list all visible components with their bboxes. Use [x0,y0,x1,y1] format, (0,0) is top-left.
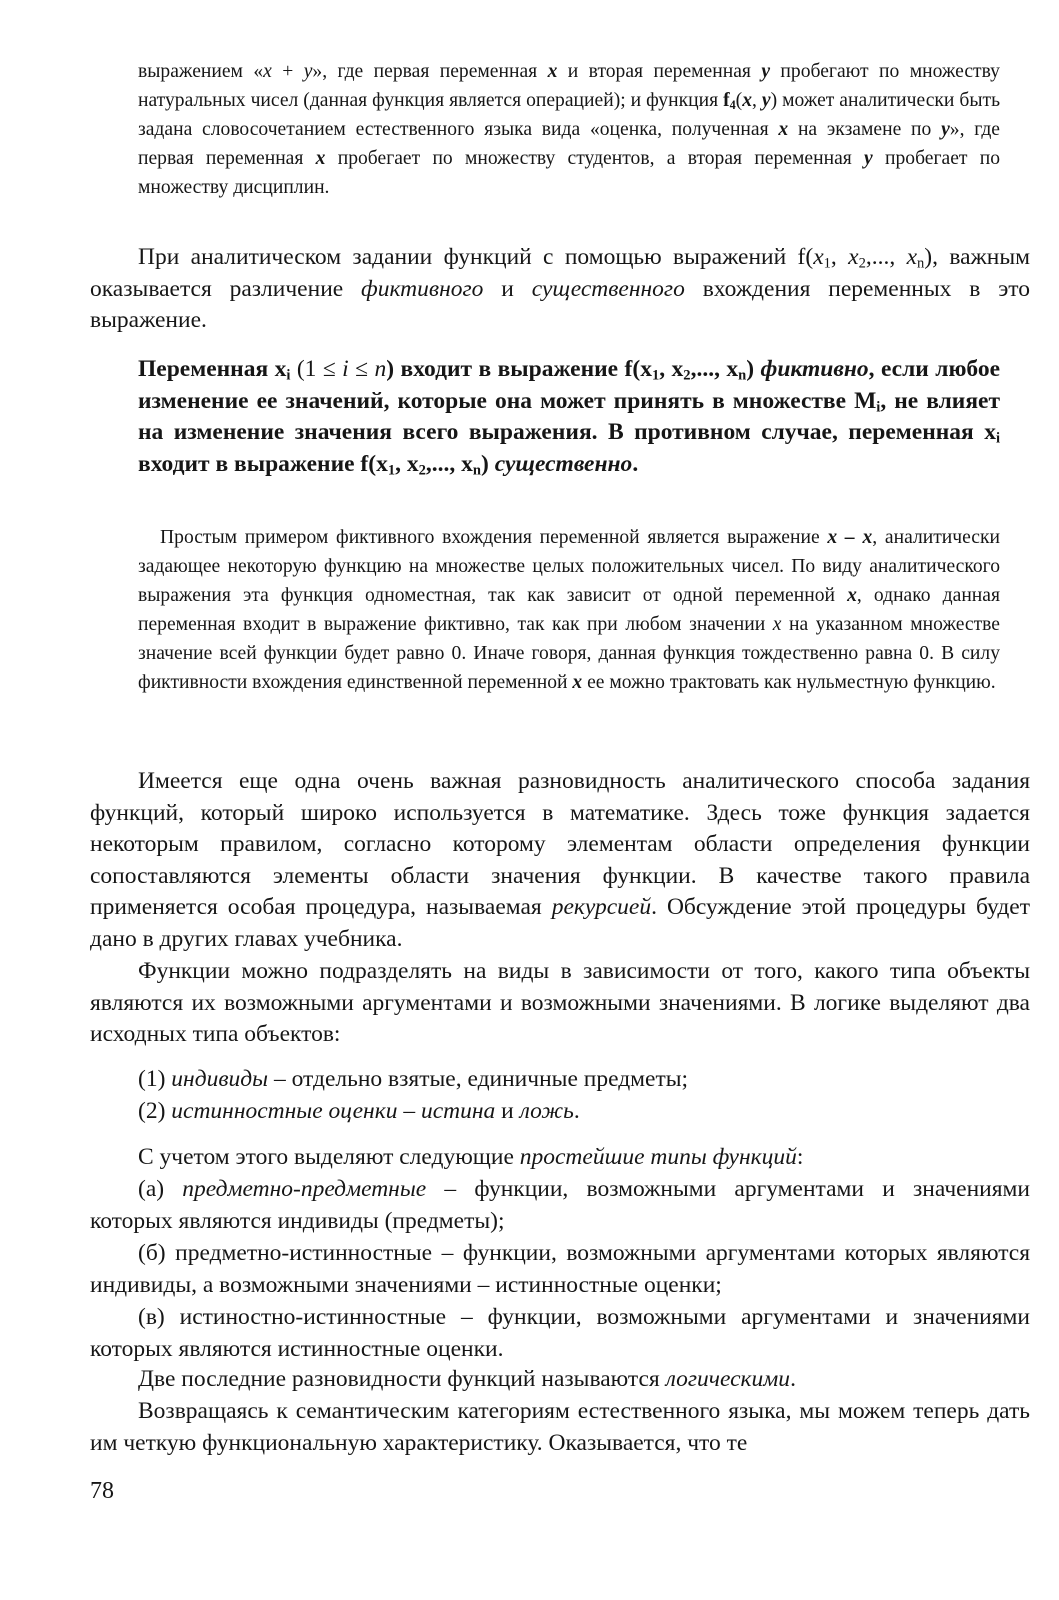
paragraph-analytic [90,242,1030,337]
text: вхождения переменных в это выражение. [90,275,1030,334]
text: ) [481,450,495,477]
text: ) входит в выражение f(x [386,356,652,382]
definition-block [138,354,1000,480]
text: Переменная x [138,356,287,382]
italic-term: истина [420,1098,496,1124]
italic-term: простейшие типы функций [519,1144,797,1170]
text: . [790,1366,796,1392]
text: на экзамене по [788,118,942,140]
subscript: n [738,367,747,384]
subscript: 4 [729,97,736,112]
subscript: n [472,462,482,479]
text: (1 ≤ [290,356,343,382]
subscript: i [876,399,881,416]
var-x: x [547,61,558,82]
text: ), важным оказывается различение [90,244,1031,302]
text: и вторая переменная [557,61,762,82]
expression-x-minus-x: x – x [827,527,873,548]
var-y: y [761,89,771,111]
var-y: y [864,147,873,169]
text: Две последние разновидности функций называются [138,1366,666,1392]
italic-term: предметно-предметные [182,1176,427,1202]
list-number: (2) [138,1098,172,1124]
text: , однако данная переменная входит в выражение фиктивно, так как при любом значении [138,584,1000,635]
list-item-b [90,1238,1030,1301]
var-y: y [761,61,771,82]
text: . [632,450,639,477]
subscript: 1 [387,462,396,479]
text: Имеется еще одна очень важная разновидность аналитического способа задания функций, который широко используется в математике. Здесь тоже функция задается некоторым правилом, согласно которому элементам области определения функции сопоставляются элементы области значения функции. В качестве такого правила применяется особая процедура, называемая [90,768,1030,921]
list-item-c [90,1302,1030,1365]
text: , [830,244,849,270]
function-f: f [723,89,730,111]
subscript: 2 [683,367,691,384]
subscript: n [917,255,925,272]
paragraph-example [138,524,1000,697]
var-x: x [778,118,789,140]
var-n: n [374,356,387,382]
text: », где первая переменная [312,61,548,82]
var-y: y [941,118,950,140]
page-number: 78 [90,1478,114,1504]
text: С учетом этого выделяют следующие [138,1144,520,1170]
list-number: (1) [138,1066,172,1092]
text: ( [735,89,743,111]
text: – функции, возможными аргументами и значениями которых являются индивиды (предметы); [90,1176,1030,1234]
text: входит в выражение f(x [138,450,388,477]
text: пробегает по множеству студентов, а вторая переменная [325,147,865,169]
subscript: 2 [858,255,866,272]
paragraph-recursion [90,766,1030,956]
text: и [483,275,532,302]
text: – отдельно взятые, единичные предметы; [268,1066,689,1092]
subscript: 1 [823,255,831,272]
italic-term: истинностные оценки [171,1098,398,1124]
text: ее можно трактовать как нульместную функцию. [582,671,996,693]
text: : [796,1144,804,1170]
paragraph-types [90,956,1030,1051]
text: , x [395,450,419,477]
var-x: x [742,89,752,111]
italic-term: логическими [665,1366,791,1392]
text: ) [770,89,778,111]
var-y: y [303,61,313,82]
text: Функции можно подразделять на виды в зависимости от того, какого типа объекты являются их возможными аргументами и возможными значениями. В логике выделяют два исходных типа объектов: [90,958,1030,1048]
text: пробегает по множеству дисциплин. [138,147,1001,198]
subscript: i [995,430,1000,447]
text: и [495,1098,520,1124]
subscript: 2 [418,462,426,479]
text: При аналитическом задании функций с помощью выражений f( [138,244,814,270]
var-x: x [315,147,326,169]
text: , аналитически задающее некоторую функцию на множестве целых положительных чисел. По виду аналитического выражения эта функция одноместная, так как зависит от одной переменной [138,527,1000,606]
var-i: i [342,356,349,382]
list-item-truth-values [138,1096,1028,1128]
text: . [573,1098,580,1124]
list-item-individuals [138,1064,1028,1096]
var-x: x [848,244,859,270]
paragraph-return [90,1396,1030,1459]
text: ,..., [865,244,907,270]
text: Возвращаясь к семантическим категориям естественного языка, мы можем теперь дать им четкую функциональную характеристику. Оказывается, что те [90,1398,1030,1456]
subscript: i [286,367,291,384]
var-x: x [572,671,583,693]
paragraph-logical [138,1364,1028,1396]
paragraph-continuation [138,58,1000,203]
text: (в) истиностно-истинностные – функции, возможными аргументами и значениями которых являются истинностные оценки. [90,1304,1030,1362]
list-item-a [90,1174,1030,1237]
subscript: 1 [651,367,660,384]
italic-term: ложь [519,1098,574,1124]
list-number: (а) [138,1176,183,1202]
text: ,..., x [425,450,473,477]
text: ) [746,356,761,382]
text: », где первая переменная [138,118,1000,169]
text: Простым примером фиктивного вхождения переменной является выражение [160,527,828,548]
text: . Обсуждение этой процедуры будет дано в других главах учебника. [90,894,1030,952]
text: , не влияет на изменение значения всего выражения. В противном случае, переменная x [138,387,1001,446]
italic-term: существенного [531,275,685,302]
text: – [397,1098,421,1124]
italic-term: индивиды [171,1066,269,1092]
text: может аналитически быть задана словосочетанием естественного языка вида «оценка, полученная [138,89,1001,140]
text: пробегают по множеству натуральных чисел (данная функция является операцией); и функция [138,61,1000,111]
italic-term: фиктивно [760,356,869,382]
text: выражением « [138,61,264,82]
text: , x [659,356,684,382]
text: (б) предметно-истинностные – функции, возможными аргументами которых являются индивиды, а возможными значениями – истинностные оценки; [90,1240,1030,1298]
text: на указанном множестве значение всей функции будет равно 0. Иначе говоря, данная функция тождественно равна 0. В силу фиктивности вхождения единственной переменной [138,613,1001,693]
italic-term: рекурсией [551,894,652,921]
italic-term: существенно [494,450,633,477]
text: ≤ [348,356,375,382]
text: + [271,61,304,82]
var-x: x [263,61,272,82]
var-x: x [813,244,824,270]
var-x: x [772,613,782,635]
italic-term: фиктивного [361,275,484,302]
text: , если любое изменение ее значений, которые она может принять в множестве M [138,356,1001,414]
text: ,..., x [690,356,739,382]
var-x: x [906,244,917,270]
var-x: x [847,584,857,606]
text: , [752,89,762,111]
paragraph-simplest-types [138,1142,1028,1174]
